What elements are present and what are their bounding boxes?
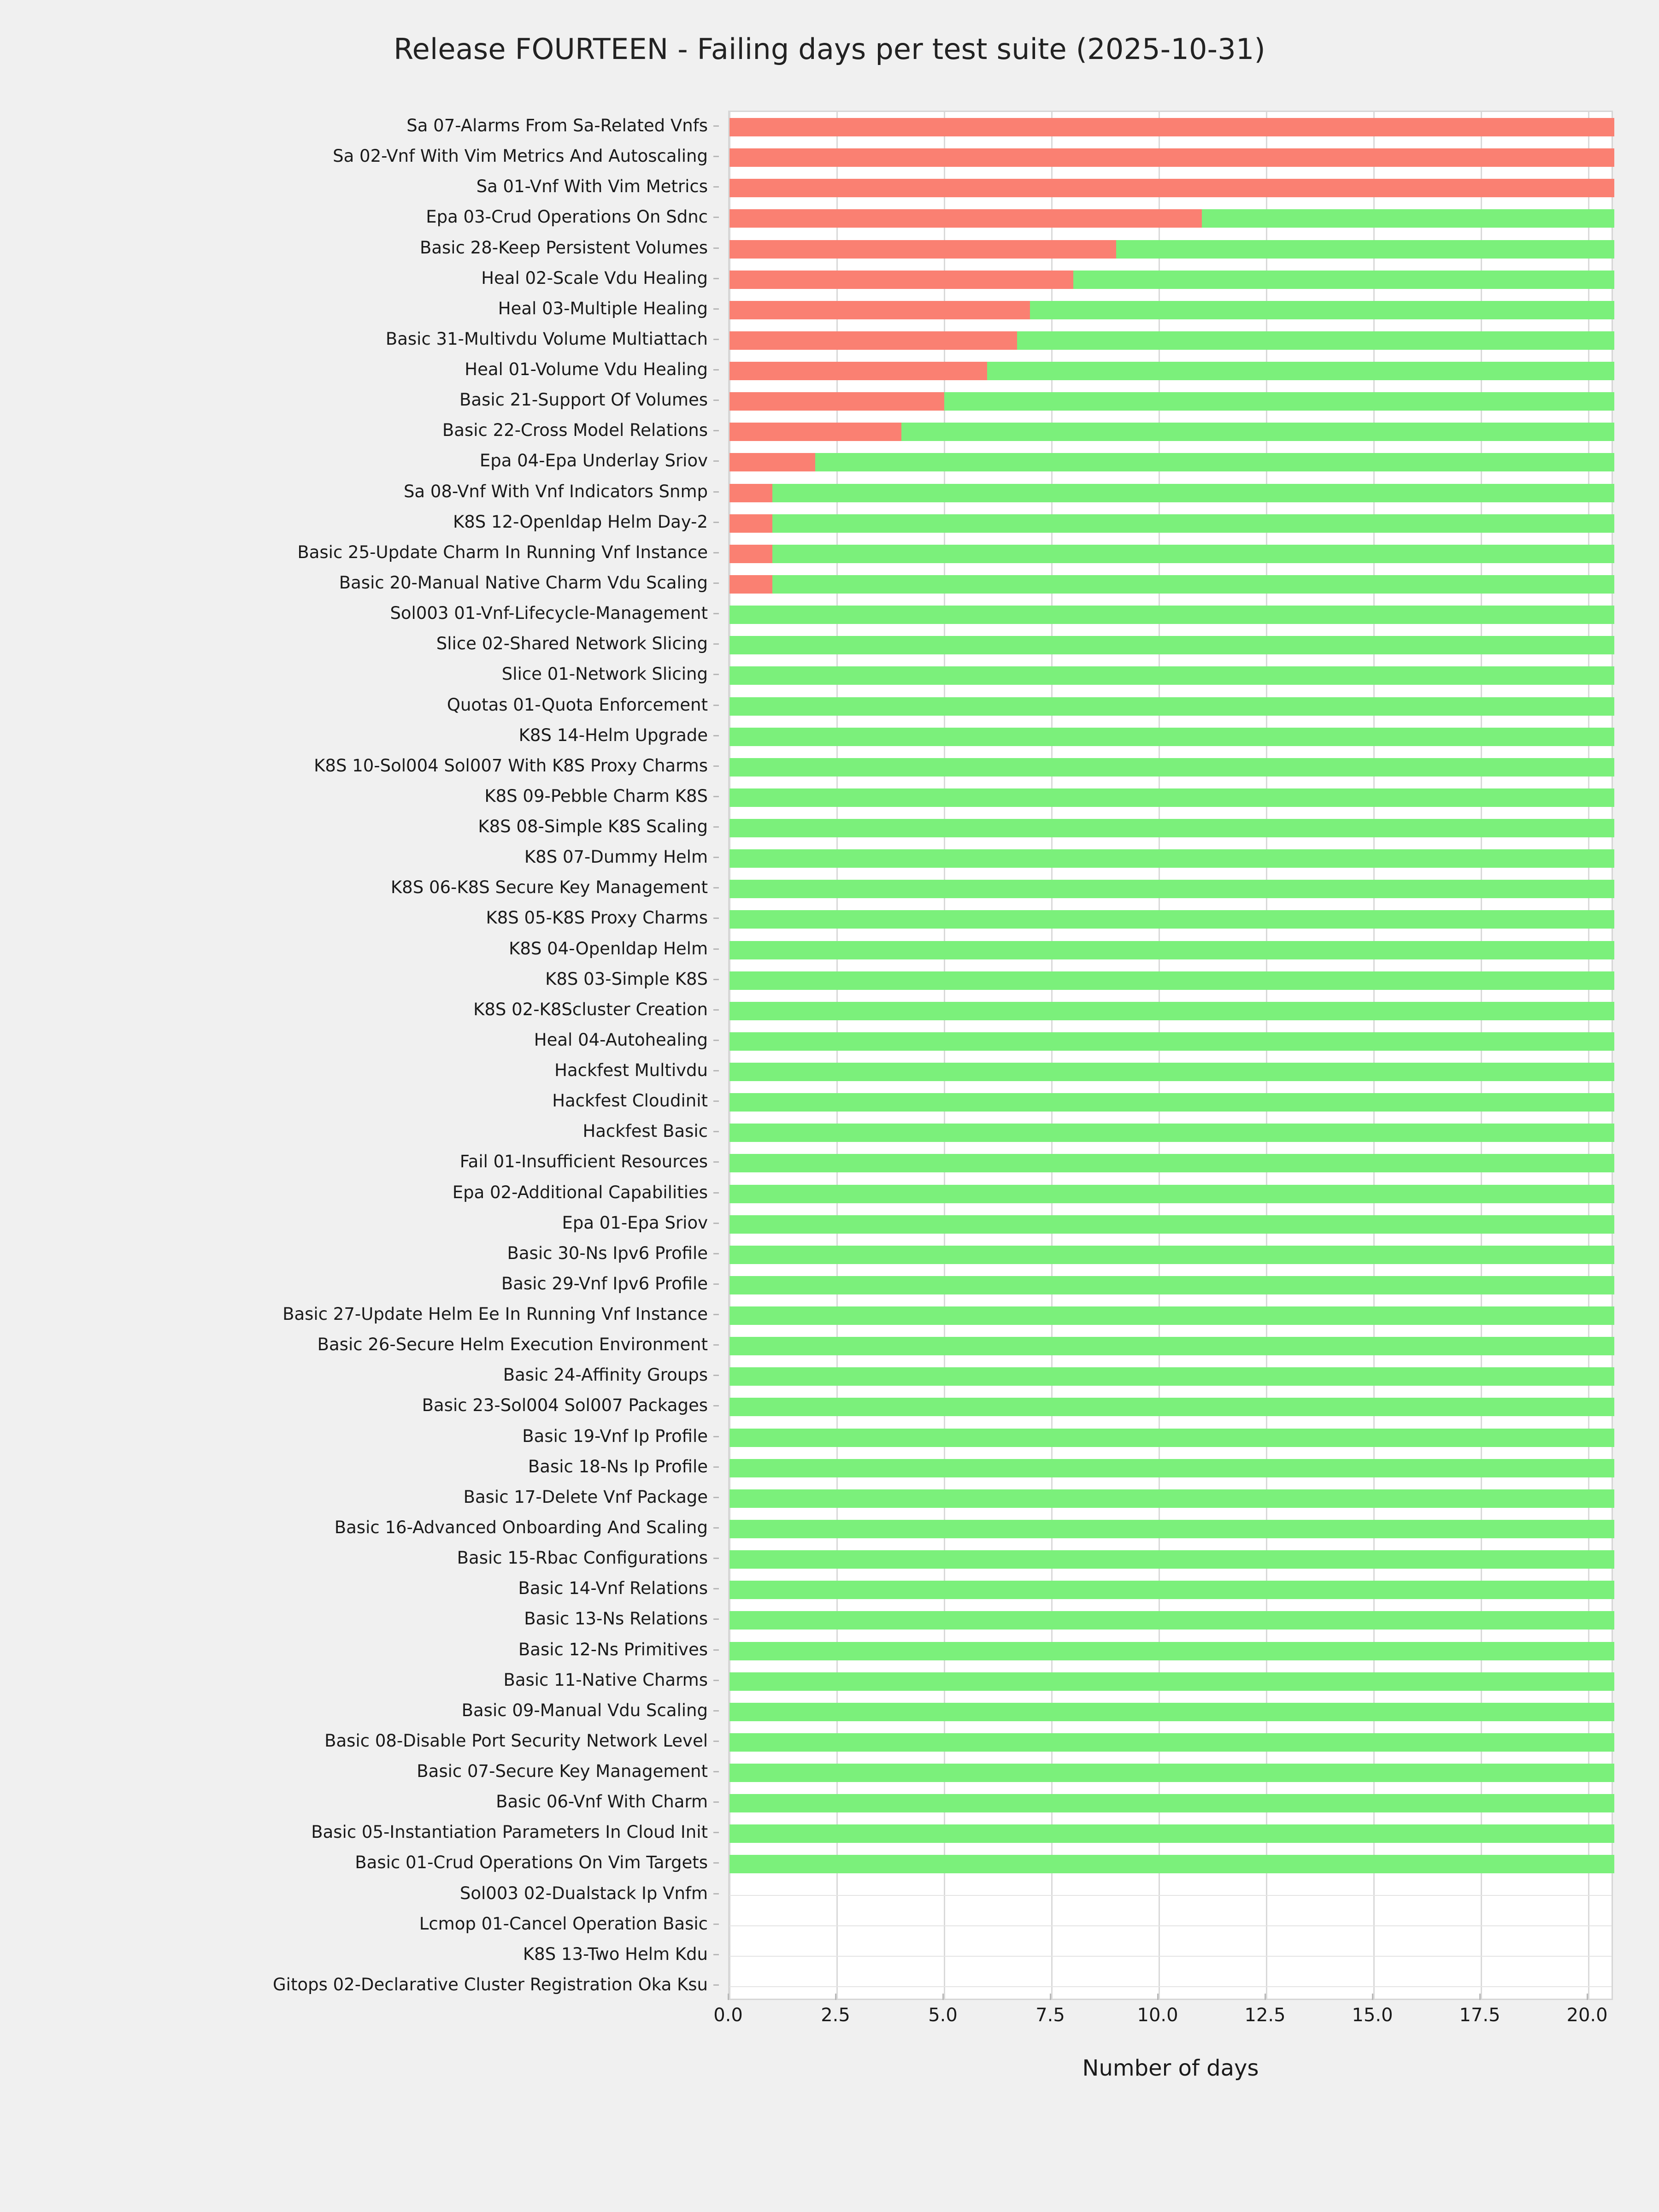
y-axis-tick-mark — [713, 186, 719, 188]
y-axis-tick-label: K8S 05-K8S Proxy Charms — [486, 908, 708, 928]
y-axis-tick-label: Sol003 01-Vnf-Lifecycle-Management — [390, 603, 708, 624]
bar-row — [729, 819, 1614, 837]
bar-row — [729, 545, 1614, 563]
bar-segment-failing — [729, 240, 1116, 259]
bar-segment-failing — [729, 331, 1017, 350]
x-axis-tick-mark — [1265, 1994, 1266, 2000]
y-axis-tick-label: Heal 02-Scale Vdu Healing — [481, 268, 708, 288]
bar-row — [729, 1824, 1614, 1843]
y-axis-tick-mark — [713, 278, 719, 279]
bar-segment-passing — [729, 728, 1614, 746]
y-axis-tick-label: Basic 07-Secure Key Management — [417, 1761, 708, 1782]
x-axis-tick-label: 10.0 — [1137, 2005, 1178, 2026]
bar-row — [729, 423, 1614, 441]
y-axis-tick-mark — [713, 1100, 719, 1102]
bar-row — [729, 453, 1614, 471]
y-axis-tick-label: K8S 03-Simple K8S — [545, 969, 708, 989]
bar-row — [729, 606, 1614, 624]
y-axis-tick-label: Sol003 02-Dualstack Ip Vnfm — [459, 1883, 708, 1903]
y-axis-tick-label: Basic 21-Support Of Volumes — [459, 390, 708, 410]
bar-segment-passing — [729, 1063, 1614, 1081]
bar-row — [729, 118, 1614, 136]
y-axis-tick-mark — [713, 1527, 719, 1529]
bar-row — [729, 1093, 1614, 1112]
y-axis-tick-mark — [713, 674, 719, 675]
y-axis-tick-mark — [713, 1344, 719, 1346]
bar-segment-passing — [1202, 209, 1614, 228]
bar-segment-passing — [729, 758, 1614, 777]
bar-segment-failing — [729, 545, 772, 563]
x-axis-tick-mark — [942, 1994, 944, 2000]
bar-segment-passing — [729, 1429, 1614, 1447]
y-axis-tick-mark — [713, 1466, 719, 1468]
bar-segment-failing — [729, 484, 772, 502]
bar-row — [729, 362, 1614, 380]
y-axis-tick-label: Basic 01-Crud Operations On Vim Targets — [355, 1853, 708, 1873]
y-axis-tick-mark — [713, 826, 719, 828]
bar-row — [729, 788, 1614, 807]
y-axis-tick-label: K8S 10-Sol004 Sol007 With K8S Proxy Charms — [314, 755, 708, 776]
bar-row — [729, 240, 1614, 259]
bar-segment-passing — [729, 880, 1614, 898]
y-axis-tick-label: Sa 02-Vnf With Vim Metrics And Autoscaling — [333, 146, 708, 166]
y-axis-tick-label: Sa 01-Vnf With Vim Metrics — [476, 176, 708, 197]
bar-segment-passing — [772, 514, 1614, 533]
y-axis-tick-label: Hackfest Basic — [582, 1121, 708, 1141]
y-axis-tick-label: Epa 02-Additional Capabilities — [452, 1182, 708, 1202]
bar-segment-passing — [729, 1703, 1614, 1721]
bar-segment-passing — [729, 1002, 1614, 1020]
y-axis-tick-label: K8S 09-Pebble Charm K8S — [484, 786, 708, 806]
y-axis-tick-label: Basic 31-Multivdu Volume Multiattach — [385, 329, 708, 349]
bar-segment-passing — [729, 1306, 1614, 1325]
y-axis-tick-mark — [713, 430, 719, 431]
y-axis-tick-label: Basic 09-Manual Vdu Scaling — [461, 1700, 708, 1720]
y-axis-tick-mark — [713, 1801, 719, 1803]
x-axis-tick-label: 7.5 — [1035, 2005, 1065, 2026]
y-axis-tick-label: Basic 13-Ns Relations — [524, 1609, 708, 1629]
bar-row — [729, 697, 1614, 716]
bar-row — [729, 880, 1614, 898]
y-axis-tick-mark — [713, 247, 719, 249]
bar-row — [729, 941, 1614, 959]
y-axis-tick-mark — [713, 460, 719, 462]
y-axis-tick-label: Basic 12-Ns Primitives — [518, 1639, 708, 1659]
y-axis-tick-label: Basic 23-Sol004 Sol007 Packages — [422, 1395, 708, 1416]
page-title: Release FOURTEEN - Failing days per test suite (2025-10-31) — [394, 32, 1265, 66]
y-axis-tick-mark — [713, 339, 719, 340]
bar-row — [729, 301, 1614, 319]
bar-segment-passing — [729, 1824, 1614, 1843]
bar-row — [729, 666, 1614, 685]
x-axis-tick-mark — [1372, 1994, 1373, 2000]
plot-area — [728, 111, 1613, 2000]
y-axis-tick-mark — [713, 400, 719, 401]
y-axis-tick-mark — [713, 1588, 719, 1589]
y-axis-tick-mark — [713, 1161, 719, 1163]
bar-row — [729, 1550, 1614, 1569]
bar-segment-passing — [729, 1733, 1614, 1752]
y-axis-tick-mark — [713, 552, 719, 553]
y-axis-tick-label: Hackfest Cloudinit — [552, 1091, 708, 1111]
y-axis-tick-label: Basic 26-Secure Helm Execution Environment — [317, 1335, 708, 1355]
bar-segment-failing — [729, 271, 1073, 289]
bar-segment-passing — [729, 666, 1614, 685]
bar-segment-passing — [729, 1550, 1614, 1569]
bar-segment-passing — [729, 1520, 1614, 1538]
x-axis-tick-label: 5.0 — [928, 2005, 958, 2026]
y-axis-tick-label: Basic 15-Rbac Configurations — [457, 1548, 708, 1568]
y-axis-tick-mark — [713, 1375, 719, 1376]
y-axis-tick-label: Basic 05-Instantiation Parameters In Cloud Init — [311, 1822, 708, 1842]
bar-segment-failing — [729, 362, 987, 380]
bar-row — [729, 1764, 1614, 1782]
y-axis-tick-mark — [713, 613, 719, 614]
bar-segment-passing — [772, 575, 1614, 594]
bar-row — [729, 758, 1614, 777]
y-axis-tick-label: Basic 25-Update Charm In Running Vnf Instance — [297, 542, 708, 562]
y-axis-tick-label: Fail 01-Insufficient Resources — [459, 1152, 708, 1172]
bar-segment-passing — [987, 362, 1614, 380]
y-axis-tick-label: K8S 12-Openldap Helm Day-2 — [453, 512, 708, 532]
y-axis-tick-mark — [713, 308, 719, 310]
bar-row — [729, 1642, 1614, 1660]
bar-segment-passing — [729, 1764, 1614, 1782]
y-axis-tick-mark — [713, 735, 719, 736]
bar-segment-failing — [729, 209, 1202, 228]
bar-segment-passing — [729, 1855, 1614, 1873]
bar-segment-passing — [729, 819, 1614, 837]
bar-segment-passing — [729, 1124, 1614, 1142]
y-axis-tick-mark — [713, 1893, 719, 1894]
y-axis-tick-mark — [713, 796, 719, 797]
y-axis-tick-label: Basic 28-Keep Persistent Volumes — [419, 237, 708, 258]
y-axis-tick-label: K8S 04-Openldap Helm — [509, 938, 708, 959]
y-axis-labels — [0, 111, 719, 2000]
bar-segment-passing — [1030, 301, 1614, 319]
y-axis-tick-mark — [713, 156, 719, 157]
y-axis-tick-mark — [713, 582, 719, 584]
y-axis-tick-mark — [713, 1131, 719, 1132]
x-axis-tick-mark — [728, 1994, 729, 2000]
y-axis-tick-mark — [713, 1283, 719, 1285]
y-axis-tick-label: Epa 04-Epa Underlay Sriov — [479, 451, 708, 471]
y-axis-tick-mark — [713, 1984, 719, 1986]
bar-segment-passing — [729, 1185, 1614, 1203]
bar-segment-passing — [772, 484, 1614, 502]
bar-segment-passing — [729, 1581, 1614, 1599]
bar-segment-failing — [729, 392, 944, 411]
bar-segment-failing — [729, 118, 1614, 136]
y-axis-tick-label: K8S 02-K8Scluster Creation — [473, 999, 708, 1019]
y-axis-tick-label: Heal 04-Autohealing — [534, 1030, 708, 1050]
x-axis-tick-mark — [1157, 1994, 1159, 2000]
y-axis-tick-mark — [713, 1862, 719, 1864]
y-axis-tick-label: K8S 08-Simple K8S Scaling — [478, 817, 708, 837]
y-axis-tick-label: Epa 03-Crud Operations On Sdnc — [426, 207, 708, 227]
y-axis-tick-mark — [713, 1924, 719, 1925]
y-axis-tick-mark — [713, 1497, 719, 1498]
bar-segment-passing — [1116, 240, 1614, 259]
bar-segment-passing — [729, 1794, 1614, 1812]
bar-row — [729, 1002, 1614, 1020]
y-axis-tick-label: Basic 24-Affinity Groups — [503, 1365, 708, 1385]
bar-segment-passing — [729, 1154, 1614, 1172]
y-axis-tick-label: Basic 17-Delete Vnf Package — [463, 1487, 708, 1507]
x-axis-tick-label: 15.0 — [1352, 2005, 1393, 2026]
bar-segment-passing — [729, 1489, 1614, 1508]
bar-segment-passing — [1073, 271, 1614, 289]
y-axis-tick-mark — [713, 765, 719, 767]
bar-segment-passing — [729, 1672, 1614, 1691]
x-axis-ticks — [0, 2000, 1659, 2032]
y-axis-tick-label: Basic 20-Manual Native Charm Vdu Scaling — [339, 573, 708, 593]
bar-row — [729, 1246, 1614, 1264]
bar-row — [729, 1611, 1614, 1630]
bar-segment-passing — [729, 697, 1614, 716]
y-axis-tick-label: Epa 01-Epa Sriov — [562, 1212, 708, 1233]
bar-row — [729, 1032, 1614, 1051]
y-axis-tick-mark — [713, 491, 719, 493]
y-axis-tick-mark — [713, 1192, 719, 1194]
bar-segment-passing — [729, 1611, 1614, 1630]
x-axis-tick-label: 12.5 — [1244, 2005, 1286, 2026]
y-axis-tick-label: K8S 06-K8S Secure Key Management — [390, 877, 708, 898]
y-axis-tick-mark — [713, 1314, 719, 1315]
x-axis-tick-mark — [835, 1994, 836, 2000]
y-axis-tick-label: Gitops 02-Declarative Cluster Registration Oka Ksu — [273, 1974, 708, 1994]
bar-segment-passing — [815, 453, 1614, 471]
bar-row — [729, 331, 1614, 350]
x-axis-tick-label: 2.5 — [821, 2005, 850, 2026]
y-axis-tick-label: Basic 06-Vnf With Charm — [496, 1792, 708, 1812]
y-axis-tick-label: Slice 01-Network Slicing — [501, 664, 708, 684]
bar-segment-failing — [729, 179, 1614, 197]
bar-row — [729, 484, 1614, 502]
x-axis-tick-mark — [1050, 1994, 1051, 2000]
bar-segment-failing — [729, 148, 1614, 167]
bar-row — [729, 971, 1614, 990]
bar-row — [729, 1855, 1614, 1873]
bar-row — [729, 1794, 1614, 1812]
bar-segment-passing — [901, 423, 1614, 441]
bar-row — [729, 636, 1614, 654]
bar-row — [729, 728, 1614, 746]
y-axis-tick-label: Basic 16-Advanced Onboarding And Scaling — [334, 1518, 708, 1537]
y-axis-tick-mark — [713, 857, 719, 858]
bar-segment-passing — [729, 971, 1614, 990]
x-axis-label: Number of days — [1082, 2055, 1259, 2081]
bar-segment-passing — [729, 910, 1614, 929]
bar-row — [729, 209, 1614, 228]
y-axis-tick-label: Basic 08-Disable Port Security Network Level — [324, 1730, 708, 1751]
bar-segment-passing — [729, 941, 1614, 959]
y-axis-tick-mark — [713, 1618, 719, 1620]
y-axis-tick-label: Basic 11-Native Charms — [503, 1670, 708, 1690]
y-axis-tick-label: K8S 14-Helm Upgrade — [518, 725, 708, 745]
x-axis-tick-label: 20.0 — [1566, 2005, 1608, 2026]
bar-segment-failing — [729, 453, 815, 471]
x-axis-tick-mark — [1479, 1994, 1481, 2000]
y-axis-tick-label: Heal 01-Volume Vdu Healing — [465, 359, 708, 380]
y-axis-tick-mark — [713, 979, 719, 980]
y-axis-tick-mark — [713, 1741, 719, 1742]
bar-row — [729, 1429, 1614, 1447]
bar-segment-failing — [729, 301, 1030, 319]
y-axis-tick-label: Basic 29-Vnf Ipv6 Profile — [501, 1273, 708, 1294]
bar-segment-passing — [729, 1642, 1614, 1660]
y-axis-tick-label: K8S 07-Dummy Helm — [524, 847, 708, 867]
y-axis-tick-mark — [713, 1710, 719, 1712]
y-axis-tick-mark — [713, 1405, 719, 1406]
bar-segment-failing — [729, 575, 772, 594]
bar-row — [729, 148, 1614, 167]
bar-segment-passing — [729, 636, 1614, 654]
x-axis-tick-label: 0.0 — [713, 2005, 743, 2026]
bar-row — [729, 849, 1614, 868]
y-axis-tick-label: Sa 08-Vnf With Vnf Indicators Snmp — [403, 481, 708, 501]
y-axis-tick-mark — [713, 1070, 719, 1071]
bar-row — [729, 1672, 1614, 1691]
bar-segment-passing — [729, 1246, 1614, 1264]
bar-segment-passing — [729, 1459, 1614, 1477]
bar-row — [729, 1185, 1614, 1203]
y-axis-tick-mark — [713, 369, 719, 371]
bar-row — [729, 1063, 1614, 1081]
y-axis-tick-mark — [713, 1436, 719, 1437]
bar-segment-passing — [729, 788, 1614, 807]
bar-row — [729, 1367, 1614, 1386]
bar-row — [729, 1459, 1614, 1477]
y-axis-tick-mark — [713, 522, 719, 523]
y-axis-tick-mark — [713, 1009, 719, 1011]
bar-segment-passing — [944, 392, 1614, 411]
y-axis-tick-label: Basic 18-Ns Ip Profile — [528, 1456, 708, 1477]
bar-row — [729, 1154, 1614, 1172]
y-axis-tick-label: Sa 07-Alarms From Sa-Related Vnfs — [406, 116, 708, 136]
y-axis-tick-label: K8S 13-Two Helm Kdu — [523, 1944, 708, 1964]
y-axis-tick-mark — [713, 1954, 719, 1955]
bar-row — [729, 1703, 1614, 1721]
bar-segment-passing — [729, 606, 1614, 624]
y-axis-tick-mark — [713, 1771, 719, 1772]
y-axis-tick-mark — [713, 948, 719, 950]
y-axis-tick-label: Basic 14-Vnf Relations — [518, 1578, 708, 1599]
y-axis-tick-label: Basic 30-Ns Ipv6 Profile — [507, 1243, 708, 1263]
bar-row — [729, 575, 1614, 594]
bar-row — [729, 1398, 1614, 1416]
y-axis-tick-mark — [713, 1253, 719, 1254]
y-axis-tick-label: Basic 27-Update Helm Ee In Running Vnf Instance — [282, 1304, 708, 1324]
y-axis-tick-mark — [713, 1649, 719, 1651]
bar-row — [729, 179, 1614, 197]
bar-row — [729, 910, 1614, 929]
bar-row — [729, 1520, 1614, 1538]
bars-container — [729, 112, 1612, 1999]
y-axis-tick-label: Slice 02-Shared Network Slicing — [436, 634, 708, 654]
bar-row — [729, 1489, 1614, 1508]
y-axis-tick-mark — [713, 1040, 719, 1041]
y-axis-tick-mark — [713, 705, 719, 706]
y-axis-tick-mark — [713, 643, 719, 645]
y-axis-tick-label: Basic 22-Cross Model Relations — [442, 420, 708, 441]
bar-segment-passing — [729, 1276, 1614, 1294]
y-axis-tick-label: Lcmop 01-Cancel Operation Basic — [419, 1913, 708, 1934]
bar-row — [729, 271, 1614, 289]
y-axis-tick-label: Quotas 01-Quota Enforcement — [447, 694, 708, 715]
bar-segment-passing — [729, 849, 1614, 868]
y-axis-tick-mark — [713, 887, 719, 888]
y-axis-tick-mark — [713, 1558, 719, 1559]
y-axis-tick-mark — [713, 1680, 719, 1681]
y-axis-tick-mark — [713, 1223, 719, 1224]
bar-segment-passing — [729, 1398, 1614, 1416]
y-axis-tick-label: Basic 19-Vnf Ip Profile — [522, 1426, 708, 1446]
bar-segment-passing — [729, 1367, 1614, 1386]
x-axis-tick-mark — [1587, 1994, 1588, 2000]
bar-segment-passing — [729, 1215, 1614, 1234]
bar-segment-passing — [1017, 331, 1614, 350]
bar-row — [729, 1733, 1614, 1752]
bar-segment-passing — [729, 1093, 1614, 1112]
bar-row — [729, 392, 1614, 411]
bar-segment-failing — [729, 514, 772, 533]
bar-row — [729, 1581, 1614, 1599]
x-axis-tick-label: 17.5 — [1459, 2005, 1500, 2026]
bar-row — [729, 1306, 1614, 1325]
y-axis-tick-mark — [713, 217, 719, 218]
y-axis-tick-mark — [713, 918, 719, 919]
bar-segment-passing — [729, 1337, 1614, 1355]
bar-segment-passing — [729, 1032, 1614, 1051]
bar-row — [729, 1215, 1614, 1234]
y-axis-tick-label: Heal 03-Multiple Healing — [498, 298, 708, 318]
y-axis-tick-label: Hackfest Multivdu — [554, 1060, 708, 1081]
bar-row — [729, 1276, 1614, 1294]
bar-row — [729, 1337, 1614, 1355]
y-axis-tick-mark — [713, 125, 719, 127]
y-axis-tick-mark — [713, 1832, 719, 1833]
bar-row — [729, 1124, 1614, 1142]
bar-row — [729, 514, 1614, 533]
bar-segment-passing — [772, 545, 1614, 563]
bar-segment-failing — [729, 423, 901, 441]
